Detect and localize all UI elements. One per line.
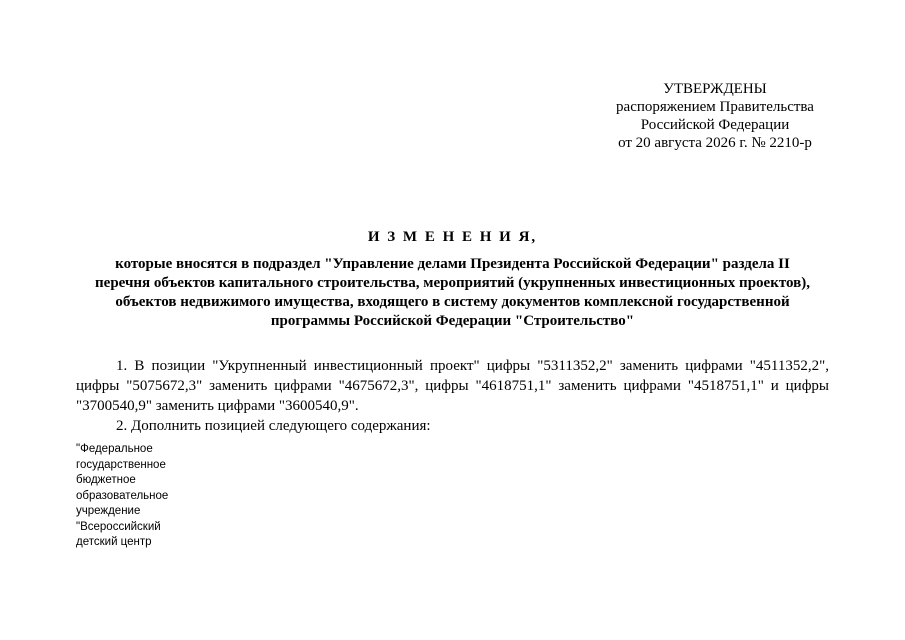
cell-line: детский центр bbox=[76, 536, 152, 548]
cell-line: бюджетное bbox=[76, 474, 136, 486]
approval-line: распоряжением Правительства bbox=[616, 99, 814, 115]
title-subtitle-line: которые вносятся в подраздел "Управление делами Президента Российской Федерации" раздела II bbox=[115, 256, 790, 272]
title-subtitle-line: объектов недвижимого имущества, входящего в систему документов комплексной государственной bbox=[115, 294, 790, 310]
paragraph-line: 1. В позиции "Укрупненный инвестиционный проект" цифры "5311352,2" заменить цифрами "4511352,2", bbox=[116, 358, 829, 374]
title-subtitle-line: программы Российской Федерации "Строительство" bbox=[270, 313, 635, 329]
approval-heading: УТВЕРЖДЕНЫ bbox=[663, 81, 767, 97]
document-title: И З М Е Н Е Н И Я, bbox=[367, 229, 538, 245]
item-1-paragraph bbox=[76, 356, 829, 416]
approval-date-number: от 20 августа 2026 г. № 2210-р bbox=[618, 135, 812, 151]
cell-line: "Всероссийский bbox=[76, 520, 161, 533]
table-cell-text bbox=[76, 442, 168, 551]
document-title-block bbox=[60, 228, 845, 331]
approval-line: Российской Федерации bbox=[640, 117, 790, 133]
cell-line: государственное bbox=[76, 458, 166, 471]
document-body bbox=[76, 356, 829, 436]
title-subtitle-line: перечня объектов капитального строительства, мероприятий (укрупненных инвестиционных проектов), bbox=[95, 275, 810, 291]
cell-line: "Федеральное bbox=[76, 443, 153, 455]
cell-line: образовательное bbox=[76, 489, 169, 502]
paragraph-line: цифры "5075672,3" заменить цифрами "4675672,3", цифры "4618751,1" заменить цифрами "4518751,1" и цифры bbox=[76, 378, 829, 394]
paragraph-line: "3700540,9" заменить цифрами "3600540,9". bbox=[76, 398, 359, 414]
cell-line: учреждение bbox=[76, 505, 141, 517]
approval-stamp bbox=[600, 80, 830, 152]
item-2-paragraph: 2. Дополнить позицией следующего содержания: bbox=[116, 418, 431, 434]
